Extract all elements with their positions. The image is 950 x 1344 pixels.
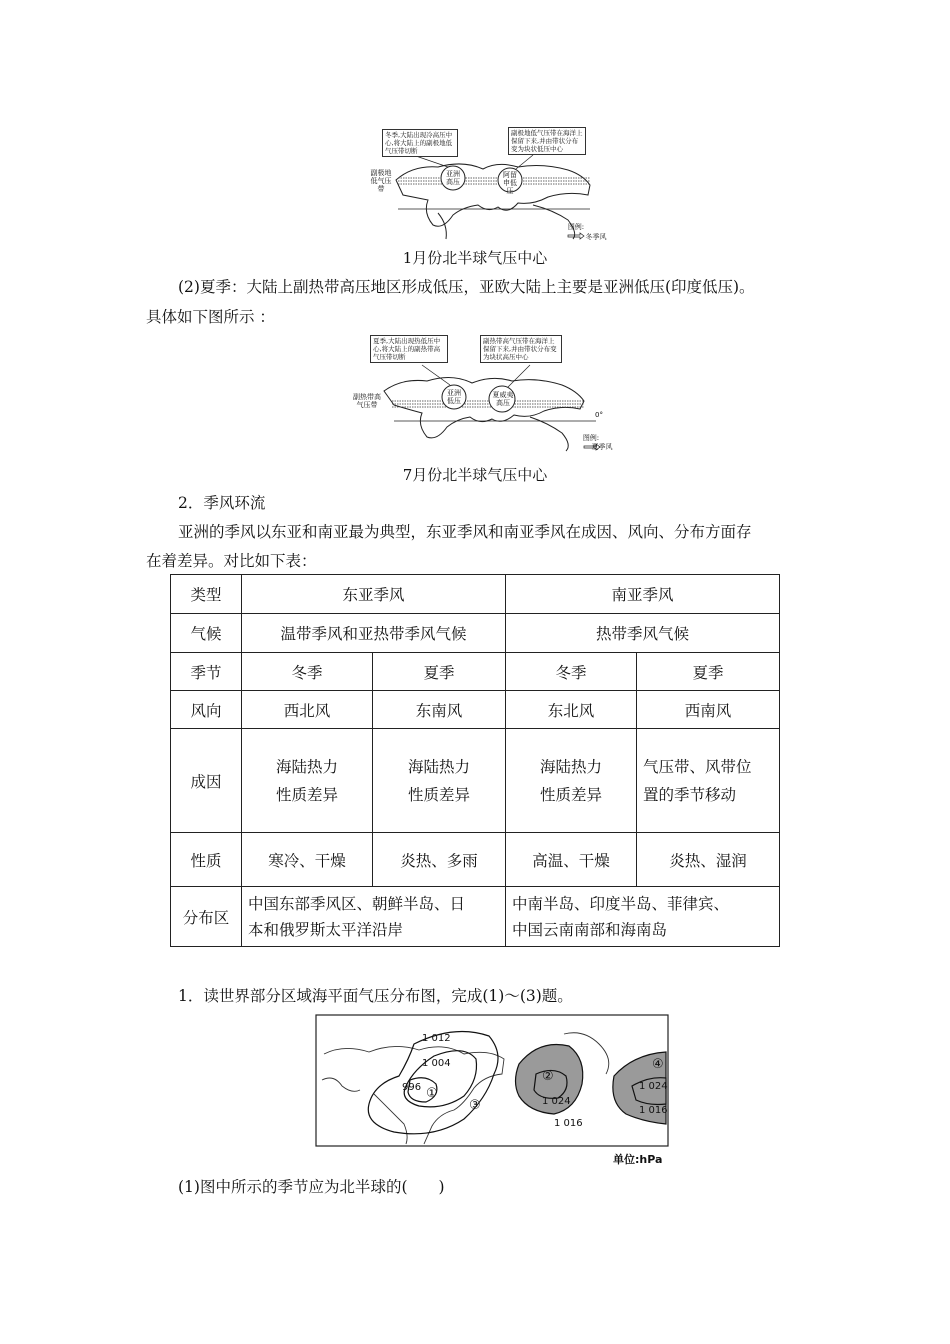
cell-sa-summer-wind: 西南风 — [637, 691, 780, 729]
cell-ea-summer-nature: 炎热、多雨 — [373, 833, 506, 887]
cell-text: 性质差异 — [407, 785, 470, 804]
summer-paragraph: (2)夏季：大陆上副热带高压地区形成低压，亚欧大陆上主要是亚洲低压(印度低压)。 — [178, 278, 755, 296]
marker-4: ④ — [652, 1057, 664, 1072]
table-header-east-asia: 东亚季风 — [242, 575, 506, 614]
cell-text: 海陆热力 — [407, 757, 470, 776]
row-label-climate: 气候 — [171, 614, 242, 653]
cell-text: 海陆热力 — [539, 757, 602, 776]
cell-sa-winter-wind: 东北风 — [506, 691, 637, 729]
note-right: 副极地低气压带在海洋上保留下来,并由带状分布变为块状低压中心 — [508, 127, 586, 155]
section-2-paragraph: 亚洲的季风以东亚和南亚最为典型，东亚季风和南亚季风在成因、风向、分布方面存 — [178, 523, 752, 541]
cell-text: 本和俄罗斯太平洋沿岸 — [248, 920, 404, 939]
summer-paragraph-2: 具体如下图所示 ： — [146, 308, 275, 326]
cell-sa-distribution — [506, 887, 780, 947]
july-pressure-map — [352, 333, 614, 453]
belt-label: 副极地低气压带 — [370, 169, 392, 193]
cell-sa-winter: 冬季 — [506, 653, 637, 691]
cell-sa-climate: 热带季风气候 — [506, 614, 780, 653]
isobar-1012: 1 012 — [422, 1033, 451, 1044]
isobar-1016-atlantic: 1 016 — [639, 1105, 668, 1116]
cell-sa-winter-cause — [506, 729, 637, 833]
cell-ea-distribution — [242, 887, 506, 947]
cell-text: 中国东部季风区、朝鲜半岛、日 — [248, 894, 466, 913]
isobar-1004: 1 004 — [422, 1058, 451, 1069]
january-pressure-map — [368, 125, 608, 245]
cell-ea-winter-nature: 寒冷、干燥 — [242, 833, 373, 887]
aleutian-low-label: 阿留申低压 — [503, 171, 517, 195]
sea-level-pressure-map — [314, 1014, 674, 1166]
row-label-distribution: 分布区 — [171, 887, 242, 947]
cell-ea-summer-wind: 东南风 — [373, 691, 506, 729]
monsoon-comparison-table — [170, 574, 780, 947]
cell-sa-summer-cause — [637, 729, 780, 833]
isobar-1016-pacific: 1 016 — [554, 1118, 583, 1129]
row-label-season: 季节 — [171, 653, 242, 691]
note-left: 冬季,大陆出现冷高压中心,将大陆上的副极地低气压带切断 — [382, 129, 458, 157]
asia-high-label: 亚洲高压 — [446, 170, 460, 186]
cell-text: 气压带、风带位 — [643, 757, 752, 776]
note-left-2: 夏季,大陆出现热低压中心,将大陆上的副热带高气压带切断 — [370, 335, 448, 363]
row-label-nature: 性质 — [171, 833, 242, 887]
isobar-1024-pacific: 1 024 — [542, 1096, 571, 1107]
section-2-paragraph-2: 在着差异。对比如下表： — [146, 552, 317, 570]
equator-label: 0° — [595, 411, 603, 419]
cell-ea-climate: 温带季风和亚热带季风气候 — [242, 614, 506, 653]
unit-label: 单位:hPa — [613, 1153, 663, 1166]
legend-label-2: 图例: — [582, 434, 600, 442]
caption-2: 7月份北半球气压中心 — [402, 466, 548, 484]
question-1: 1．读世界部分区域海平面气压分布图，完成(1)～(3)题。 — [178, 987, 573, 1005]
cell-text: 中南半岛、印度半岛、菲律宾、 — [512, 894, 730, 913]
row-label-wind: 风向 — [171, 691, 242, 729]
cell-sa-winter-nature: 高温、干燥 — [506, 833, 637, 887]
asia-low-label: 亚洲低压 — [447, 389, 461, 405]
cell-ea-winter-wind: 西北风 — [242, 691, 373, 729]
question-1-sub-1: (1)图中所示的季节应为北半球的( ) — [178, 1178, 445, 1196]
cell-text: 置的季节移动 — [643, 785, 737, 804]
cell-ea-winter: 冬季 — [242, 653, 373, 691]
caption-1: 1月份北半球气压中心 — [402, 249, 548, 267]
isobar-1024-atlantic: 1 024 — [639, 1081, 668, 1092]
cell-ea-summer-cause — [373, 729, 506, 833]
marker-1: ① — [426, 1086, 438, 1101]
cell-sa-summer-nature: 炎热、湿润 — [637, 833, 780, 887]
table-header-south-asia: 南亚季风 — [506, 575, 780, 614]
legend-label: 图例: — [567, 223, 585, 231]
cell-text: 中国云南南部和海南岛 — [512, 920, 668, 939]
note-right-2: 副热带高气压带在海洋上保留下来,并由带状分布变为块状高压中心 — [480, 335, 562, 363]
row-label-cause: 成因 — [171, 729, 242, 833]
cell-text: 性质差异 — [275, 785, 338, 804]
hawaii-high-label: 夏威夷高压 — [492, 391, 514, 407]
legend-item-2: 夏季风 — [591, 443, 613, 451]
table-header-type: 类型 — [171, 575, 242, 614]
cell-text: 性质差异 — [539, 785, 602, 804]
legend-item: 冬季风 — [585, 233, 607, 241]
cell-text: 海陆热力 — [275, 757, 338, 776]
marker-2: ② — [542, 1069, 554, 1084]
belt-label-2: 副热带高气压带 — [353, 393, 381, 409]
isobar-996: 996 — [402, 1082, 422, 1093]
cell-ea-summer: 夏季 — [373, 653, 506, 691]
cell-sa-summer: 夏季 — [637, 653, 780, 691]
marker-3: ③ — [469, 1098, 481, 1113]
cell-ea-winter-cause — [242, 729, 373, 833]
section-2-title: 2．季风环流 — [178, 494, 266, 512]
